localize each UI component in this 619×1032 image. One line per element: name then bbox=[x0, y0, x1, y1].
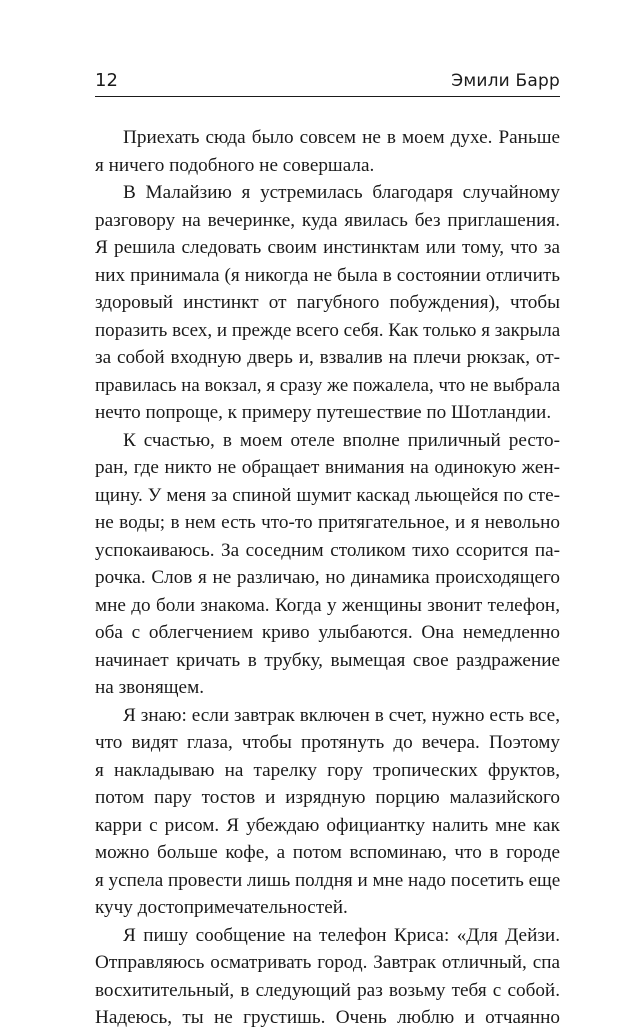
text-line: успокаиваюсь. За соседним столиком тихо ссорится па- bbox=[95, 539, 560, 561]
text-line: поразить всех, и прежде всего себя. Как только я закрыла bbox=[95, 319, 561, 341]
text-line: что видят глаза, чтобы протянуть до вечера. Поэтому bbox=[95, 732, 560, 753]
text-line: щину. У меня за спиной шумит каскад льющейся по сте- bbox=[95, 484, 560, 506]
text-line: на звонящем. bbox=[95, 677, 205, 698]
text-line: них принимала (я никогда не была в состоянии отличить bbox=[95, 264, 560, 286]
text-line: оба с облегчением криво улыбаются. Она немедленно bbox=[95, 622, 560, 643]
text-line: мне до боли знакома. Когда у женщины звонит телефон, bbox=[95, 594, 560, 616]
text-line: восхитительный, в следующий раз возьму тебя с собой. bbox=[95, 979, 560, 1001]
page-number: 12 bbox=[95, 70, 118, 91]
text-line: Я знаю: если завтрак включен в счет, нужно есть все, bbox=[123, 704, 560, 726]
running-title-author: Эмили Барр bbox=[451, 71, 560, 91]
text-line: правилась на вокзал, я сразу же пожалела, что не выбрала bbox=[95, 374, 561, 396]
text-line: за собой входную дверь и, взвалив на плечи рюкзак, от- bbox=[95, 347, 560, 368]
running-header bbox=[95, 70, 560, 97]
paragraph bbox=[95, 124, 560, 179]
text-line: потом пару тостов и изрядную порцию малазийского bbox=[95, 787, 560, 808]
text-line: нечто попроще, к примеру путешествие по Шотландии. bbox=[95, 402, 552, 423]
text-line: карри с рисом. Я убеждаю официантку налить мне как bbox=[95, 814, 560, 836]
text-line: Я решила следовать своим инстинктам или тому, что за bbox=[95, 237, 560, 258]
text-line: разговору на вечеринке, куда явилась без приглашения. bbox=[95, 209, 560, 231]
paragraph bbox=[95, 427, 560, 702]
text-line: В Малайзию я устремилась благодаря случайному bbox=[123, 182, 560, 203]
text-line: Я пишу сообщение на телефон Криса: «Для Дейзи. bbox=[123, 924, 560, 946]
text-line: я ничего подобного не совершала. bbox=[95, 154, 375, 176]
paragraph bbox=[95, 179, 560, 427]
text-line: К счастью, в моем отеле вполне приличный ресто- bbox=[123, 429, 560, 451]
paragraph bbox=[95, 702, 560, 922]
text-line: рочка. Слов я не различаю, но динамика происходящего bbox=[95, 567, 560, 588]
text-line: Отправляюсь осматривать город. Завтрак отличный, спа bbox=[95, 952, 560, 973]
text-line: здоровый инстинкт от пагубного побуждения), чтобы bbox=[95, 292, 560, 313]
text-line: я успела провести лишь полдня и мне надо посетить еще bbox=[95, 869, 561, 891]
paragraph bbox=[95, 922, 560, 1032]
text-line: я накладываю на тарелку гору тропических фруктов, bbox=[95, 759, 560, 781]
body-text bbox=[95, 124, 560, 1032]
text-line: Приехать сюда было совсем не в моем духе. Раньше bbox=[123, 127, 560, 148]
text-line: ран, где никто не обращает внимания на одинокую жен- bbox=[95, 457, 560, 478]
text-line: начинает кричать в трубку, вымещая свое раздражение bbox=[95, 649, 560, 671]
text-line: Надеюсь, ты не грустишь. Очень люблю и отчаянно bbox=[95, 1007, 560, 1028]
text-line: не воды; в нем есть что-то притягательное, и я невольно bbox=[95, 512, 560, 533]
text-line: кучу достопримечательностей. bbox=[95, 897, 348, 918]
text-line: можно больше кофе, а потом вспоминаю, что в городе bbox=[95, 842, 560, 863]
